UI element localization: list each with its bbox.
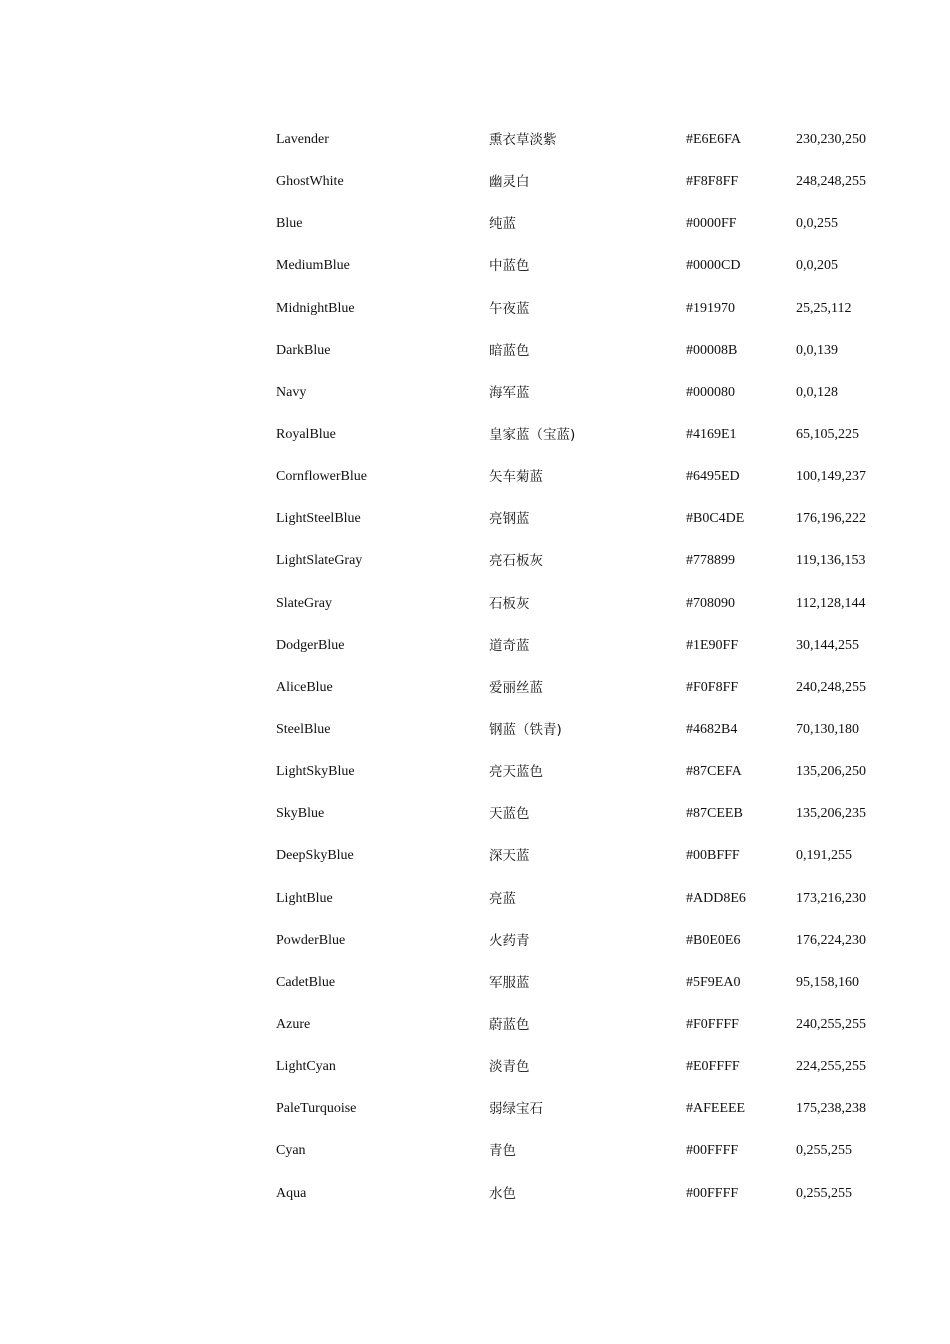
table-row <box>276 962 916 1004</box>
color-hex-code: #778899 <box>686 553 735 569</box>
color-chinese-name: 幽灵白 <box>489 174 530 191</box>
color-english-name: LightSkyBlue <box>276 764 355 780</box>
color-chinese-name: 亮天蓝色 <box>489 764 543 781</box>
color-english-name: DarkBlue <box>276 342 331 358</box>
color-chinese-name: 暗蓝色 <box>489 342 530 359</box>
color-chinese-name: 天蓝色 <box>489 806 530 823</box>
color-rgb-value: 70,130,180 <box>796 721 859 737</box>
color-hex-code: #F0FFFF <box>686 1016 739 1032</box>
color-english-name: Azure <box>276 1016 311 1032</box>
color-chinese-name: 中蓝色 <box>489 258 530 275</box>
color-hex-code: #ADD8E6 <box>686 890 746 906</box>
color-english-name: Aqua <box>276 1185 307 1201</box>
color-table <box>276 119 916 1215</box>
color-english-name: PaleTurquoise <box>276 1101 357 1117</box>
color-rgb-value: 119,136,153 <box>796 553 866 569</box>
table-row <box>276 1130 916 1172</box>
table-row <box>276 540 916 582</box>
color-hex-code: #B0C4DE <box>686 511 745 527</box>
color-hex-code: #87CEEB <box>686 806 743 822</box>
table-row <box>276 1004 916 1046</box>
table-row <box>276 1088 916 1130</box>
color-rgb-value: 230,230,250 <box>796 132 866 147</box>
color-chinese-name: 亮蓝 <box>489 890 516 907</box>
color-hex-code: #00FFFF <box>686 1185 739 1201</box>
color-english-name: LightCyan <box>276 1059 336 1075</box>
color-chinese-name: 钢蓝（铁青) <box>489 721 562 738</box>
table-row <box>276 1046 916 1088</box>
color-chinese-name: 弱绿宝石 <box>489 1101 543 1118</box>
color-hex-code: #F0F8FF <box>686 679 739 695</box>
color-english-name: MediumBlue <box>276 258 350 274</box>
color-english-name: Lavender <box>276 132 329 147</box>
color-chinese-name: 道奇蓝 <box>489 637 530 654</box>
color-english-name: SkyBlue <box>276 806 325 822</box>
color-english-name: Blue <box>276 216 303 232</box>
color-hex-code: #6495ED <box>686 469 740 485</box>
table-row <box>276 372 916 414</box>
color-chinese-name: 矢车菊蓝 <box>489 469 543 486</box>
color-chinese-name: 水色 <box>489 1185 516 1202</box>
color-hex-code: #87CEFA <box>686 764 742 780</box>
color-chinese-name: 午夜蓝 <box>489 300 530 317</box>
color-english-name: LightSteelBlue <box>276 511 361 527</box>
color-rgb-value: 176,224,230 <box>796 932 866 948</box>
color-english-name: AliceBlue <box>276 679 333 695</box>
color-hex-code: #00BFFF <box>686 848 740 864</box>
color-rgb-value: 0,0,139 <box>796 342 838 358</box>
color-hex-code: #E6E6FA <box>686 132 741 147</box>
table-row <box>276 245 916 287</box>
color-english-name: CornflowerBlue <box>276 469 367 485</box>
color-rgb-value: 65,105,225 <box>796 426 859 442</box>
color-rgb-value: 135,206,235 <box>796 806 866 822</box>
color-chinese-name: 军服蓝 <box>489 974 530 991</box>
color-rgb-value: 30,144,255 <box>796 637 859 653</box>
table-row <box>276 583 916 625</box>
color-hex-code: #1E90FF <box>686 637 739 653</box>
color-rgb-value: 0,255,255 <box>796 1185 852 1201</box>
color-chinese-name: 青色 <box>489 1143 516 1160</box>
table-row <box>276 709 916 751</box>
color-rgb-value: 0,0,255 <box>796 216 838 232</box>
table-row <box>276 878 916 920</box>
color-english-name: DodgerBlue <box>276 637 345 653</box>
color-hex-code: #AFEEEE <box>686 1101 746 1117</box>
table-row <box>276 161 916 203</box>
color-rgb-value: 25,25,112 <box>796 300 852 316</box>
table-row <box>276 835 916 877</box>
color-chinese-name: 纯蓝 <box>489 216 516 233</box>
table-row <box>276 667 916 709</box>
color-chinese-name: 石板灰 <box>489 595 530 612</box>
color-rgb-value: 135,206,250 <box>796 764 866 780</box>
color-chinese-name: 亮石板灰 <box>489 553 543 570</box>
table-row <box>276 456 916 498</box>
table-row <box>276 288 916 330</box>
color-rgb-value: 176,196,222 <box>796 511 866 527</box>
color-english-name: PowderBlue <box>276 932 346 948</box>
table-row <box>276 751 916 793</box>
color-hex-code: #0000CD <box>686 258 741 274</box>
table-row <box>276 498 916 540</box>
color-chinese-name: 亮钢蓝 <box>489 511 530 528</box>
color-rgb-value: 112,128,144 <box>796 595 866 611</box>
color-chinese-name: 熏衣草淡紫 <box>489 132 557 148</box>
color-hex-code: #00008B <box>686 342 738 358</box>
color-english-name: DeepSkyBlue <box>276 848 354 864</box>
color-chinese-name: 皇家蓝（宝蓝) <box>489 426 576 443</box>
color-chinese-name: 淡青色 <box>489 1059 530 1076</box>
table-row <box>276 1173 916 1215</box>
table-row <box>276 330 916 372</box>
color-chinese-name: 深天蓝 <box>489 848 530 865</box>
color-english-name: GhostWhite <box>276 174 344 190</box>
color-english-name: Navy <box>276 384 307 400</box>
color-rgb-value: 100,149,237 <box>796 469 866 485</box>
color-rgb-value: 173,216,230 <box>796 890 866 906</box>
color-hex-code: #B0E0E6 <box>686 932 741 948</box>
color-rgb-value: 95,158,160 <box>796 974 859 990</box>
color-hex-code: #191970 <box>686 300 735 316</box>
table-row <box>276 119 916 161</box>
table-row <box>276 793 916 835</box>
color-rgb-value: 175,238,238 <box>796 1101 866 1117</box>
color-english-name: LightSlateGray <box>276 553 363 569</box>
table-row <box>276 414 916 456</box>
color-english-name: CadetBlue <box>276 974 336 990</box>
color-hex-code: #4169E1 <box>686 426 737 442</box>
color-hex-code: #4682B4 <box>686 721 738 737</box>
color-hex-code: #00FFFF <box>686 1143 739 1159</box>
color-english-name: RoyalBlue <box>276 426 336 442</box>
color-hex-code: #E0FFFF <box>686 1059 740 1075</box>
color-chinese-name: 火药青 <box>489 932 530 949</box>
table-row <box>276 920 916 962</box>
color-hex-code: #0000FF <box>686 216 737 232</box>
color-rgb-value: 240,255,255 <box>796 1016 866 1032</box>
table-row <box>276 625 916 667</box>
color-english-name: MidnightBlue <box>276 300 355 316</box>
color-rgb-value: 0,255,255 <box>796 1143 852 1159</box>
color-english-name: SlateGray <box>276 595 332 611</box>
color-rgb-value: 240,248,255 <box>796 679 866 695</box>
color-hex-code: #F8F8FF <box>686 174 739 190</box>
color-hex-code: #5F9EA0 <box>686 974 741 990</box>
color-english-name: LightBlue <box>276 890 333 906</box>
color-english-name: Cyan <box>276 1143 306 1159</box>
color-chinese-name: 海军蓝 <box>489 384 530 401</box>
color-chinese-name: 爱丽丝蓝 <box>489 679 543 696</box>
color-rgb-value: 0,191,255 <box>796 848 852 864</box>
color-english-name: SteelBlue <box>276 721 331 737</box>
color-rgb-value: 0,0,128 <box>796 384 838 400</box>
color-rgb-value: 0,0,205 <box>796 258 838 274</box>
color-rgb-value: 248,248,255 <box>796 174 866 190</box>
color-chinese-name: 蔚蓝色 <box>489 1016 530 1033</box>
color-hex-code: #000080 <box>686 384 735 400</box>
table-row <box>276 203 916 245</box>
color-hex-code: #708090 <box>686 595 735 611</box>
color-rgb-value: 224,255,255 <box>796 1059 866 1075</box>
